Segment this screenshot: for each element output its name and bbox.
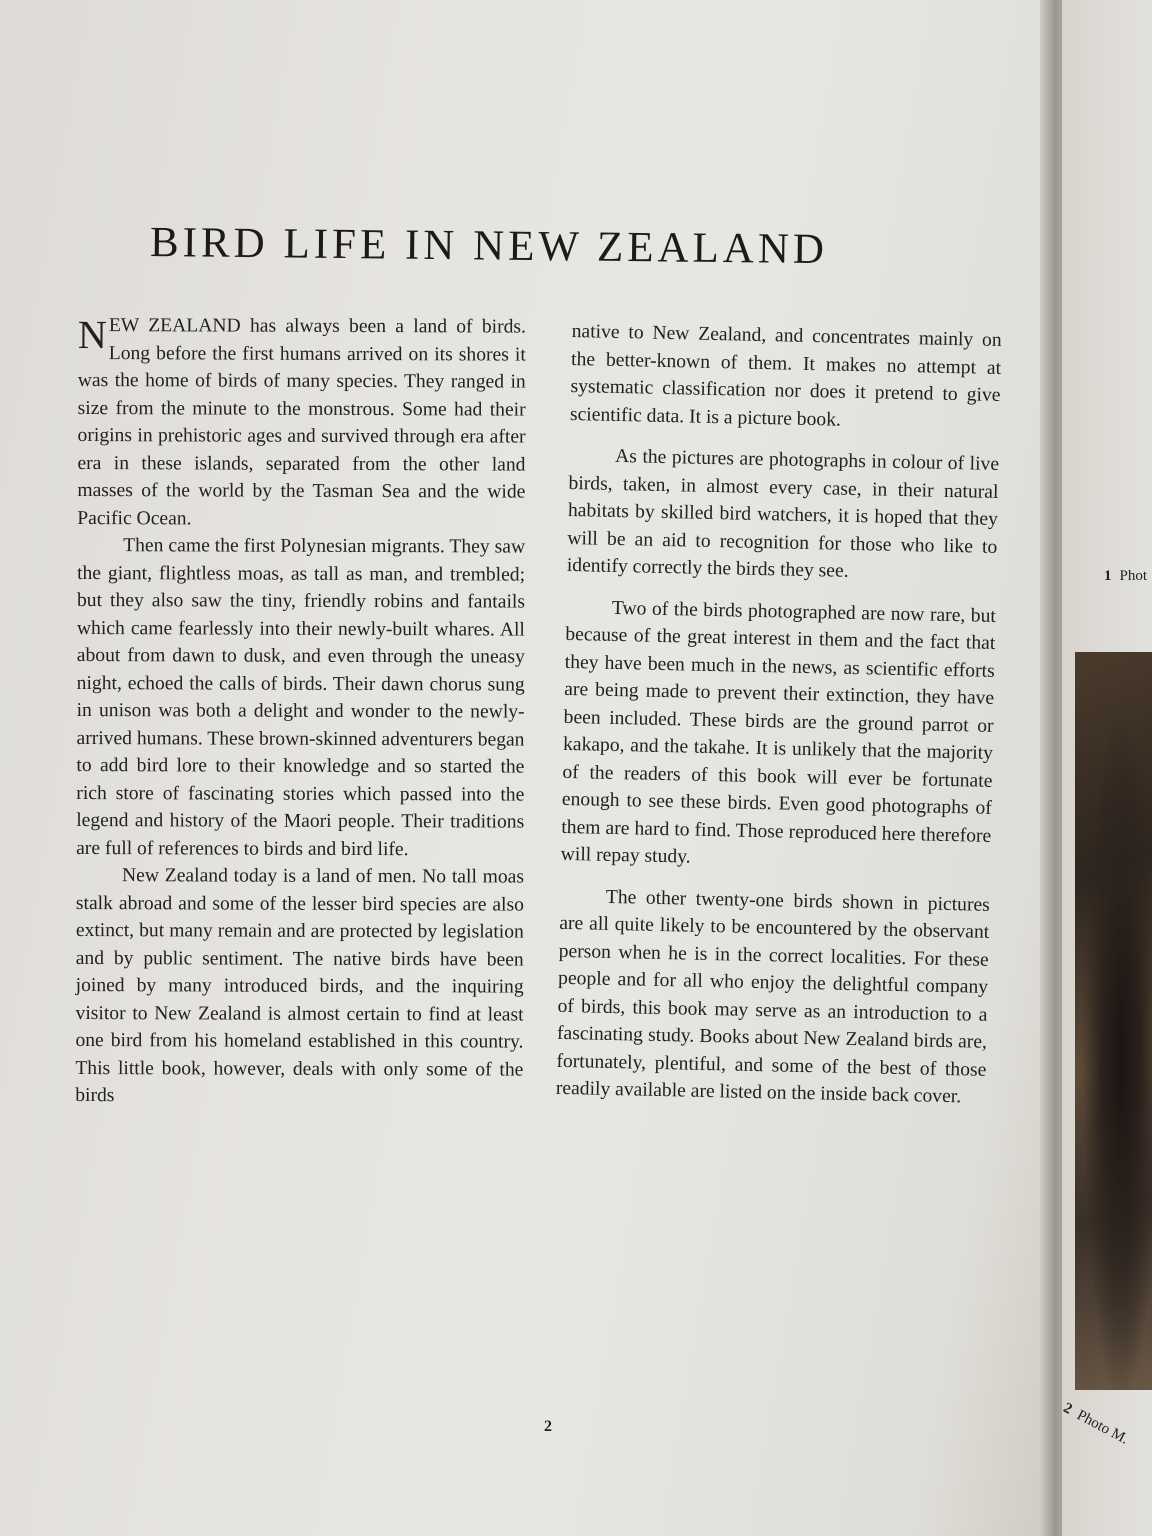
paragraph: native to New Zealand, and concentrates mainly on the better-known of them. It makes no attempt at systematic classification nor does it pretend to give scientific data. It is a picture book. — [569, 320, 1002, 431]
text-column-right — [556, 318, 1002, 1111]
page-number: 2 — [544, 1418, 552, 1435]
photo-caption-2: 2Photo M. — [1060, 1400, 1132, 1448]
photo-caption-1: 1 Phot — [1104, 568, 1148, 584]
paragraph: Two of the birds photographed are now rare, but because of the great interest in them and the fact that they have been much in the news, as scientific efforts are being made to prevent their extinction, they have been included. These birds are the ground parrot or kakapo, and the takahe. It is unlikely that the majority of the readers of this book will ever be fortunate enough to see these birds. Even good photographs of them are hard to find. Those reproduced here therefore will repay study. — [560, 597, 997, 868]
paragraph: The other twenty-one birds shown in pictures are all quite likely to be encountered by the observant person when he is in the correct localities. For these people and for all who enjoy the delightful company of birds, this book may serve as an introduction to a fascinating study. Books about New Zealand birds are, fortunately, plentiful, and some of the best of those readily available are listed on the inside back cover. — [555, 886, 991, 1108]
text-column-left — [75, 312, 526, 1111]
drop-cap: N — [77, 312, 107, 358]
show-through-text — [340, 120, 940, 164]
paragraph: New Zealand today is a land of men. No tall moas stalk abroad and some of the lesser bird species are also extinct, but many remain and are protected by legislation and by public sentiment. The native birds have been joined by many introduced birds, and the inquiring visitor to New Zealand is almost certain to find at least one bird from his homeland established in this country. This little book, however, deals with only some of the birds — [75, 865, 525, 1107]
paragraph: Then came the first Polynesian migrants. They saw the giant, flightless moas, as tall as man, and trembled; but they also saw the tiny, friendly robins and fantails which came fearlessly into their newly-built whares. All about from dawn to dusk, and even through the uneasy night, echoed the calls of birds. Their dawn chorus sung in unison was both a delight and wonder to the newly-arrived humans. These brown-skinned adventurers began to add bird lore to their knowledge and so started the rich store of fascinating stories which passed into the legend and history of the Maori people. Their traditions are full of references to birds and bird life. — [76, 535, 526, 860]
page-title: BIRD LIFE IN NEW ZEALAND — [149, 219, 829, 274]
bird-photo — [1075, 652, 1152, 1390]
paragraph: NEW ZEALAND has always been a land of birds. Long before the first humans arrived on its shores it was the home of birds of many species. They ranged in size from the minute to the monstrous. Some had their origins in prehistoric ages and survived through era after era in these islands, separated from the other land masses of the world by the Tasman Sea and the wide Pacific Ocean. — [77, 312, 526, 529]
paragraph: As the pictures are photographs in colour of live birds, taken, in almost every case, in their natural habitats by skilled bird watchers, it is hoped that they will be an aid to recognition for those who like to identify correctly the birds they see. — [566, 445, 1000, 582]
